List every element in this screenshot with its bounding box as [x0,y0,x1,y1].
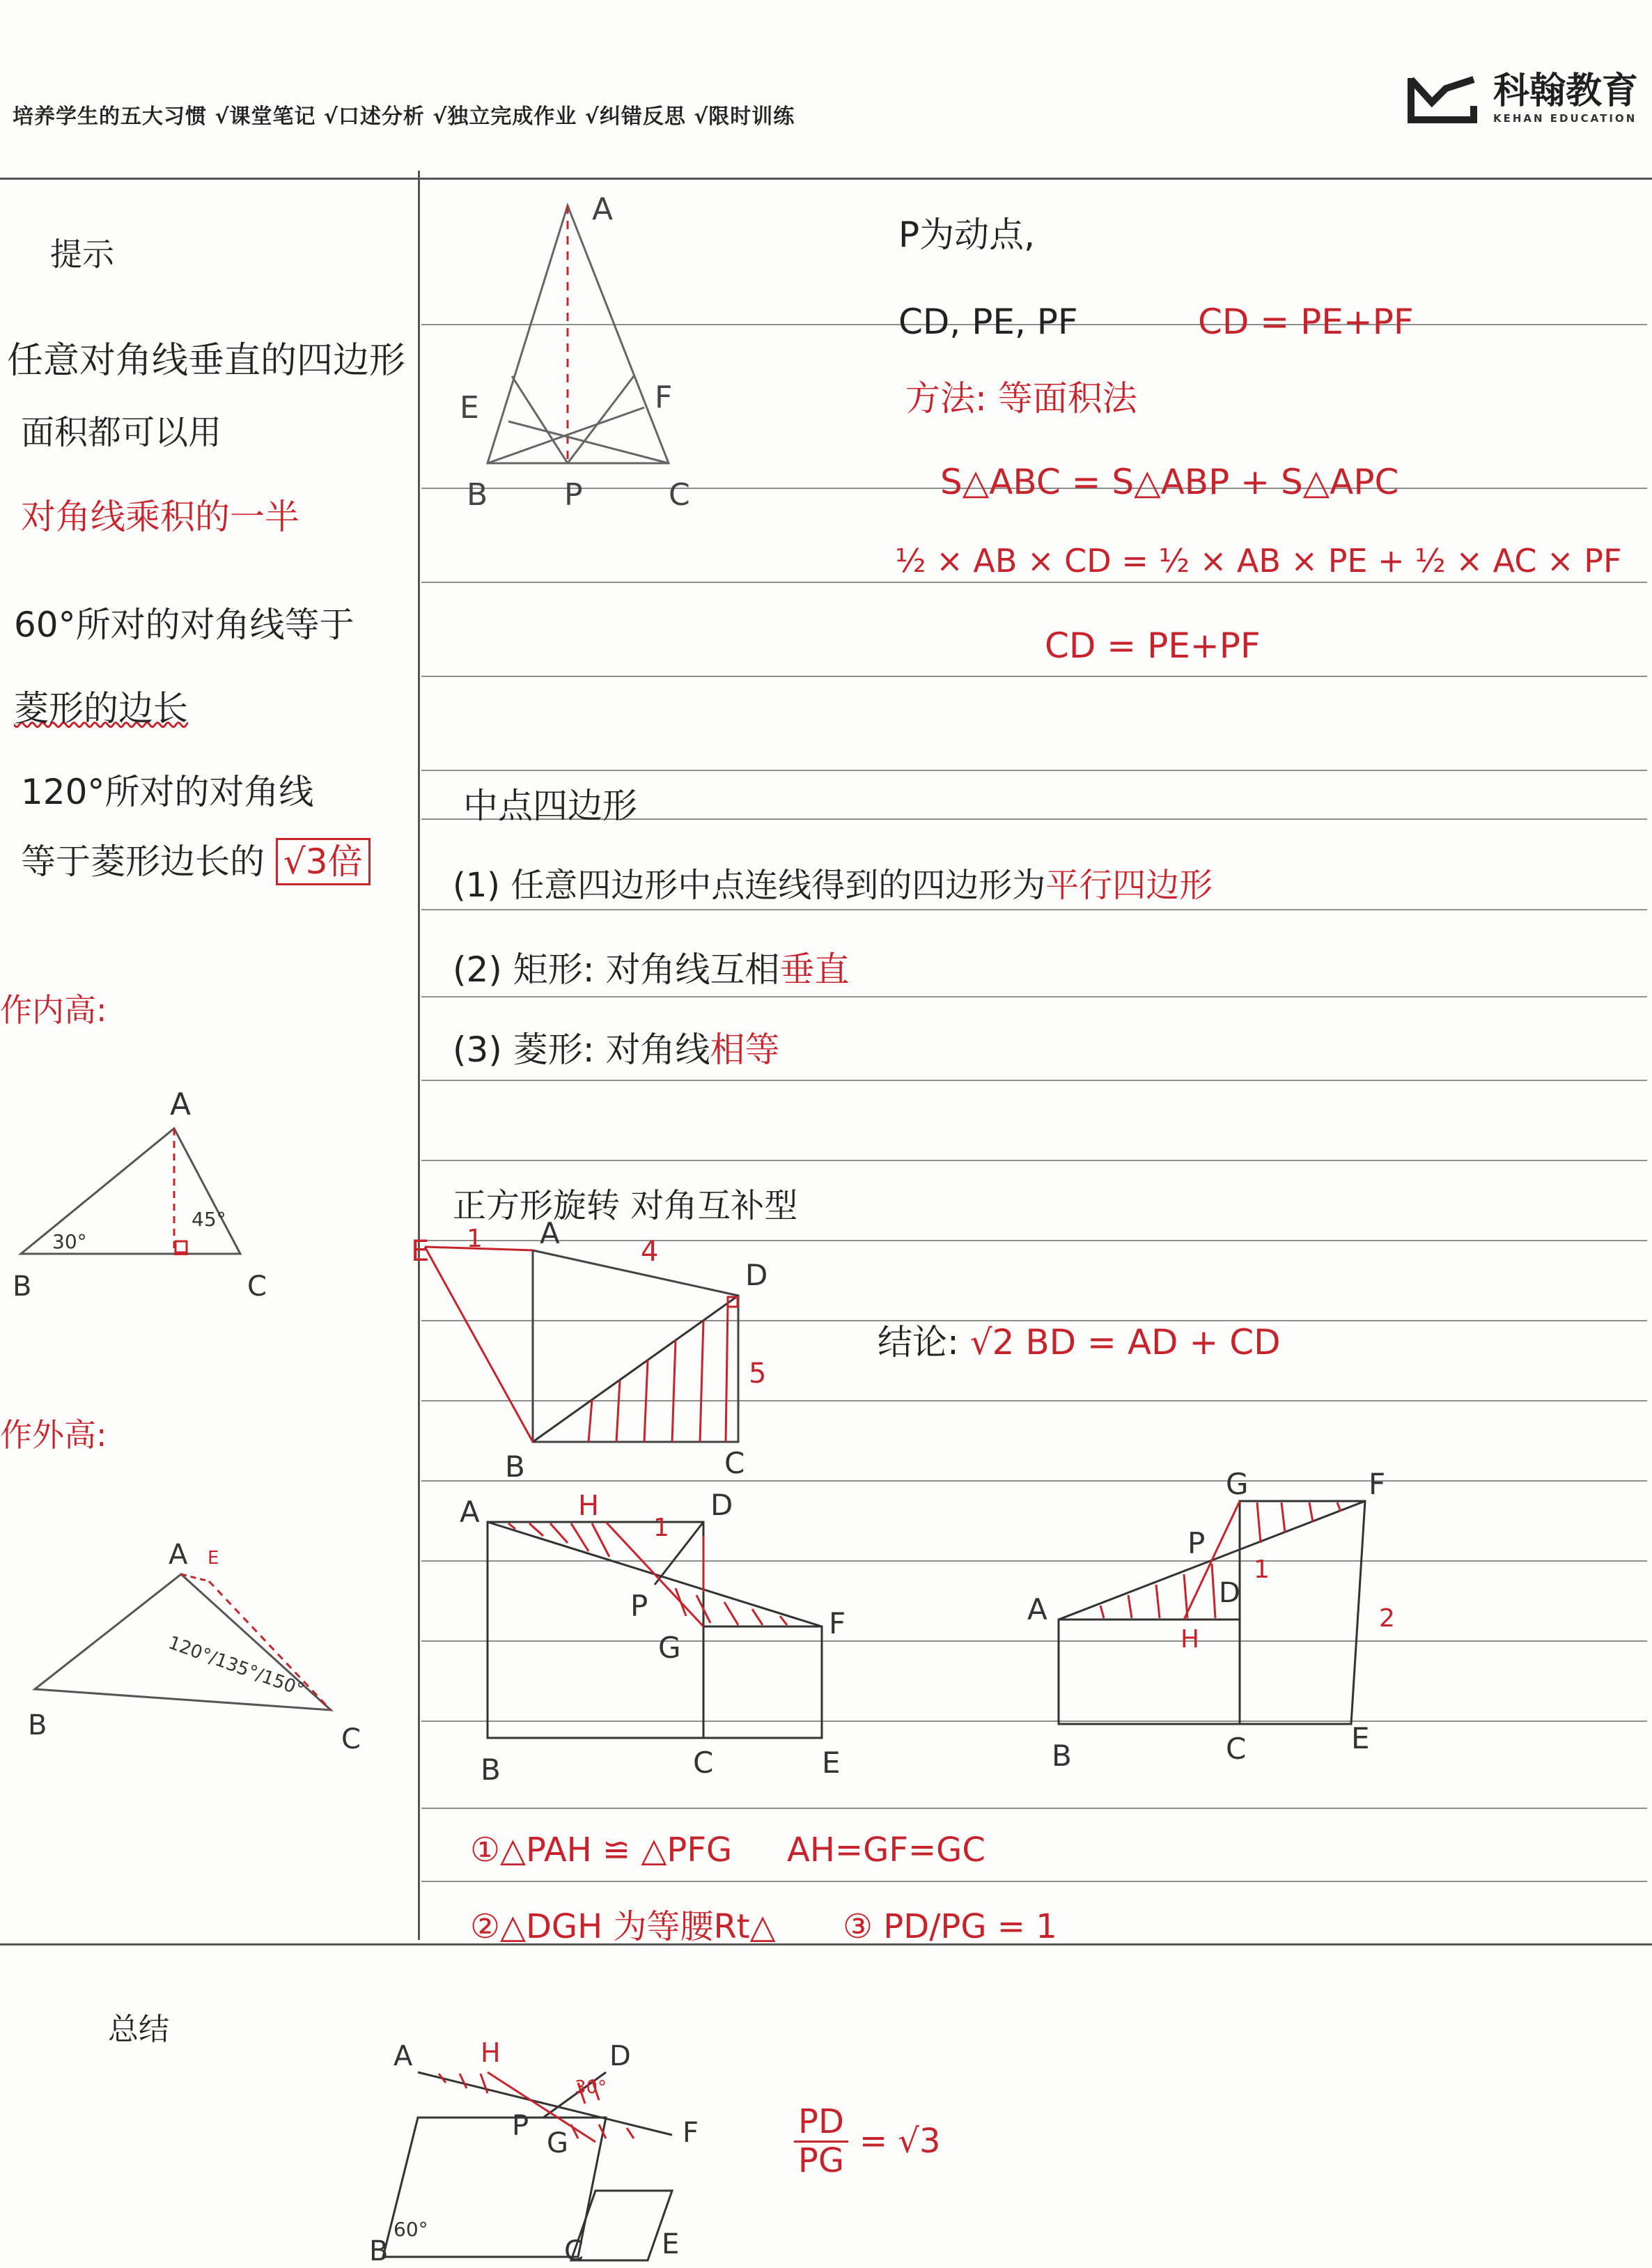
rule-line [421,1808,1647,1809]
tri2-label-c: C [341,1723,361,1755]
rule-line [421,1160,1647,1161]
f1-label-c: C [724,1446,745,1480]
f2-label-a: A [460,1495,480,1529]
brand-name: 科翰教育 [1493,70,1638,112]
f3-num-2: 2 [1379,1604,1395,1633]
outer-height-triangle [0,1525,418,1790]
brand-subtitle: KEHAN EDUCATION [1493,112,1637,125]
f3-label-f: F [1369,1467,1386,1501]
tri1-angle-30: 30° [52,1230,87,1253]
rule-line [421,582,1647,583]
f3-label-p: P [1187,1526,1206,1560]
f3-label-c: C [1226,1732,1247,1766]
s1-label-a: A [592,192,614,227]
tri1-label-a: A [170,1087,192,1122]
summary-title: 总结 [108,2012,169,2047]
s1-label-e: E [460,390,479,426]
f3-num-1: 1 [1254,1555,1270,1584]
s1-label-f: F [655,380,673,415]
s1-line6: CD = PE+PF [1045,626,1261,666]
f1-label-d: D [745,1258,768,1292]
brand [1404,71,1638,127]
f2-label-g: G [658,1631,681,1665]
tri2-label-a: A [169,1539,188,1571]
note3-line1: 120°所对的对角线 [21,772,314,812]
s1-label-c: C [669,477,690,513]
note1-line1: 任意对角线垂直的四边形 [7,340,406,382]
square-rotation-figure-2 [446,1473,878,1801]
s3-result1a: ①△PAH ≌ △PFG [470,1831,733,1870]
square-rotation-figure-1 [411,1216,801,1484]
f2-label-p: P [630,1589,648,1623]
s3-result2: ②△DGH 为等腰Rt△ [470,1907,776,1946]
f3-label-b: B [1052,1739,1072,1773]
summary-fraction-num: PD [794,2104,848,2143]
square-rotation-figure-3 [1017,1459,1449,1780]
s2-item3-answer: 相等 [710,1030,780,1070]
sum-label-e: E [662,2228,680,2260]
f2-label-f: F [829,1606,846,1640]
rule-line [421,909,1647,910]
isosceles-triangle-figure [446,178,738,512]
f1-label-b: B [505,1450,525,1484]
f3-label-h: H [1180,1625,1200,1654]
s2-item1-answer: 平行四边形 [1045,866,1213,905]
sum-label-f: F [683,2117,699,2149]
f3-label-e: E [1351,1721,1370,1755]
sum-label-c: C [564,2235,584,2267]
hint-title: 提示 [50,235,114,273]
summary-fraction [794,2104,848,2180]
summary-fraction-den: PG [797,2141,845,2180]
s2-item1-text: (1) 任意四边形中点连线得到的四边形为 [453,866,1046,905]
s2-item3-text: (3) 菱形: 对角线 [453,1030,710,1070]
s1-line5: ½ × AB × CD = ½ × AB × PE + ½ × AC × PF [895,542,1622,580]
s2-item2-answer: 垂直 [779,949,850,990]
conclusion-formula: √2 BD = AD + CD [969,1322,1281,1362]
s1-line2: CD, PE, PF [898,302,1078,342]
s1-label-p: P [564,477,583,513]
note1-line2: 面积都可以用 [21,413,222,452]
sum-label-d: D [609,2040,631,2072]
f2-num-1: 1 [653,1514,669,1542]
s2-item2-text: (2) 矩形: 对角线互相 [453,949,780,990]
f2-label-b: B [481,1753,501,1787]
outer-height-label: 作外高: [0,1416,107,1454]
summary-divider [0,1943,1652,1945]
s1-line3: 方法: 等面积法 [905,378,1137,419]
rule-line [421,1080,1647,1081]
sum-angle-30: 30° [575,2077,607,2098]
sum-label-h: H [481,2037,501,2068]
sum-label-p: P [512,2110,529,2142]
summary-formula-eq: = √3 [859,2121,941,2161]
sum-label-g: G [547,2127,568,2159]
s3-conclusion [878,1323,1281,1362]
rule-line [421,770,1647,771]
f2-label-h: H [578,1490,600,1522]
note2-line2: 菱形的边长 [14,688,188,729]
s3-result1b: AH=GF=GC [787,1831,985,1870]
f1-num-4: 4 [641,1236,659,1268]
f1-label-e: E [411,1234,430,1268]
s2-item1 [453,867,1213,904]
sum-angle-60: 60° [393,2218,428,2241]
s2-item3 [453,1031,779,1069]
s3-result3: ③ PD/PG = 1 [843,1907,1057,1946]
f1-num-5: 5 [749,1358,767,1390]
s1-line4: S△ABC = S△ABP + S△APC [940,462,1399,502]
tri2-label-e: E [208,1548,219,1569]
sum-label-a: A [393,2040,413,2072]
note3-line2 [21,843,371,881]
f3-label-d: D [1219,1577,1240,1609]
f2-label-d: D [710,1488,733,1522]
f1-num-1: 1 [467,1225,483,1253]
s3-title: 正方形旋转 对角互补型 [453,1186,798,1225]
f3-label-a: A [1027,1592,1047,1626]
column-divider [418,171,420,1940]
f1-label-a: A [540,1216,560,1250]
f3-label-g: G [1226,1467,1249,1501]
tri2-angles: 120°/135°/150° [165,1632,307,1701]
tri1-label-b: B [13,1271,32,1303]
rule-line [421,1881,1647,1882]
note3-line2-text: 等于菱形边长的 [21,841,265,882]
tri2-label-b: B [28,1709,47,1741]
tri1-angle-45: 45° [192,1208,226,1231]
rule-line [421,996,1647,997]
s2-item2 [453,951,849,989]
rule-line [421,676,1647,677]
note3-answer-box: √3倍 [276,838,371,885]
habits-header: 培养学生的五大习惯 √课堂笔记 √口述分析 √独立完成作业 √纠错反思 √限时训练 [13,104,795,129]
s1-line1: P为动点, [898,215,1036,255]
summary-formula [794,2104,941,2180]
note1-line3: 对角线乘积的一半 [21,497,299,537]
header-divider [0,178,1652,180]
summary-figure [362,2006,752,2267]
inner-height-label: 作内高: [0,991,107,1029]
sum-label-b: B [369,2235,389,2267]
s1-line2b: CD = PE+PF [1198,302,1414,342]
s2-title: 中点四边形 [463,786,637,826]
f2-label-e: E [822,1746,841,1780]
f2-label-c: C [693,1746,714,1780]
note2-line1: 60°所对的对角线等于 [14,605,354,645]
tri1-label-c: C [247,1271,267,1303]
conclusion-label: 结论: [878,1322,959,1362]
brand-logo-icon [1404,71,1481,127]
inner-height-triangle [0,1066,418,1316]
s1-label-b: B [467,477,488,513]
